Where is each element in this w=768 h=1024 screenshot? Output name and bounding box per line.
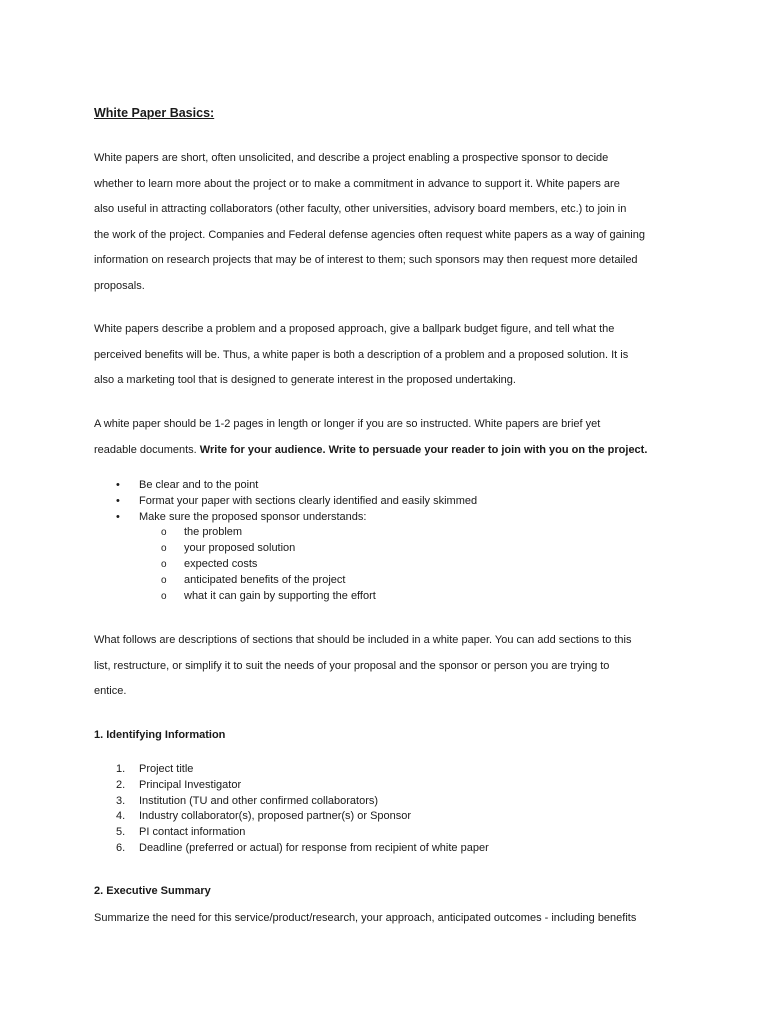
bullet-marker: • (116, 479, 120, 491)
sub-list-item-text: expected costs (184, 557, 258, 570)
list-item-text: Make sure the proposed sponsor understands: (139, 510, 367, 523)
sub-bullet-marker: o (161, 558, 167, 570)
text-line: entice. (94, 685, 127, 697)
list-item-text: PI contact information (139, 826, 246, 839)
list-item-text: Industry collaborator(s), proposed partner(s) or Sponsor (139, 810, 412, 823)
text-line: list, restructure, or simplify it to suit the needs of your proposal and the sponsor or person you are trying to (94, 659, 610, 672)
numbered-list (94, 762, 684, 857)
sub-list-item (94, 525, 684, 541)
list-item (94, 762, 684, 778)
list-item-text: Project title (139, 763, 194, 775)
list-item-text: Be clear and to the point (139, 479, 259, 491)
list-item-text: Principal Investigator (139, 778, 242, 791)
section-heading: 2. Executive Summary (94, 885, 211, 897)
list-item (94, 510, 684, 526)
list-number: 2. (116, 778, 126, 791)
text-line: the work of the project. Companies and Federal defense agencies often request white papers as a way of gaining (94, 228, 645, 241)
text-line: information on research projects that may be of interest to them; such sponsors may then request more detailed (94, 254, 638, 266)
sub-list-item-text: your proposed solution (184, 542, 296, 555)
list-item (94, 494, 684, 510)
list-item (94, 841, 684, 857)
text-line: also useful in attracting collaborators (other faculty, other universities, advisory board members, etc.) to join in (94, 203, 627, 215)
plain-text: readable documents. (94, 443, 200, 456)
list-number: 6. (116, 841, 126, 854)
text-line: White papers describe a problem and a proposed approach, give a ballpark budget figure, and tell what the (94, 323, 615, 335)
list-number: 4. (116, 810, 126, 823)
list-item-text: Deadline (preferred or actual) for response from recipient of white paper (139, 841, 489, 854)
text-line-mixed (94, 438, 684, 464)
emphasis-text: Write for your audience. Write to persuade your reader to join with you on the project. (199, 443, 648, 456)
list-item-text: Format your paper with sections clearly identified and easily skimmed (139, 494, 478, 507)
list-item (94, 794, 684, 810)
summary-paragraph (94, 906, 684, 932)
bullet-marker: • (116, 494, 120, 507)
text-line: A white paper should be 1-2 pages in length or longer if you are so instructed. White papers are brief yet (94, 418, 601, 430)
list-item-text: Institution (TU and other confirmed collaborators) (139, 794, 379, 807)
sub-bullet-marker: o (161, 527, 167, 539)
length-paragraph (94, 412, 684, 463)
list-number: 1. (116, 763, 126, 775)
sub-bullet-marker: o (161, 574, 167, 586)
list-number: 5. (116, 826, 126, 839)
intro-paragraph (94, 146, 684, 299)
sub-list-item (94, 557, 684, 573)
sub-list-item (94, 541, 684, 557)
describe-paragraph (94, 317, 684, 394)
sub-list-item (94, 589, 684, 605)
text-line: What follows are descriptions of sections that should be included in a white paper. You can add sections to this (94, 634, 632, 646)
list-item (94, 809, 684, 825)
text-line: perceived benefits will be. Thus, a white paper is both a description of a problem and a proposed solution. It is (94, 348, 629, 361)
list-number: 3. (116, 794, 126, 807)
sub-list-item (94, 573, 684, 589)
sub-bullet-marker: o (161, 590, 167, 602)
list-item (94, 478, 684, 494)
bullet-list (94, 478, 684, 604)
section-heading: 1. Identifying Information (94, 729, 226, 741)
list-item (94, 778, 684, 794)
sub-list-item-text: what it can gain by supporting the effort (184, 589, 376, 602)
text-line: whether to learn more about the project or to make a commitment in advance to support it. White papers are (94, 177, 620, 190)
text-line: White papers are short, often unsolicited, and describe a project enabling a prospective sponsor to decide (94, 152, 609, 164)
sub-bullet-marker: o (161, 543, 167, 555)
list-item (94, 825, 684, 841)
text-line: also a marketing tool that is designed to generate interest in the proposed undertaking. (94, 374, 516, 386)
follows-paragraph (94, 628, 684, 705)
text-line: Summarize the need for this service/product/research, your approach, anticipated outcomes - including benefits (94, 912, 637, 924)
bullet-marker: • (116, 510, 120, 523)
sub-list-item-text: anticipated benefits of the project (184, 573, 346, 586)
document-title: White Paper Basics: (94, 106, 215, 120)
text-line: proposals. (94, 279, 145, 292)
sub-list-item-text: the problem (184, 526, 243, 539)
